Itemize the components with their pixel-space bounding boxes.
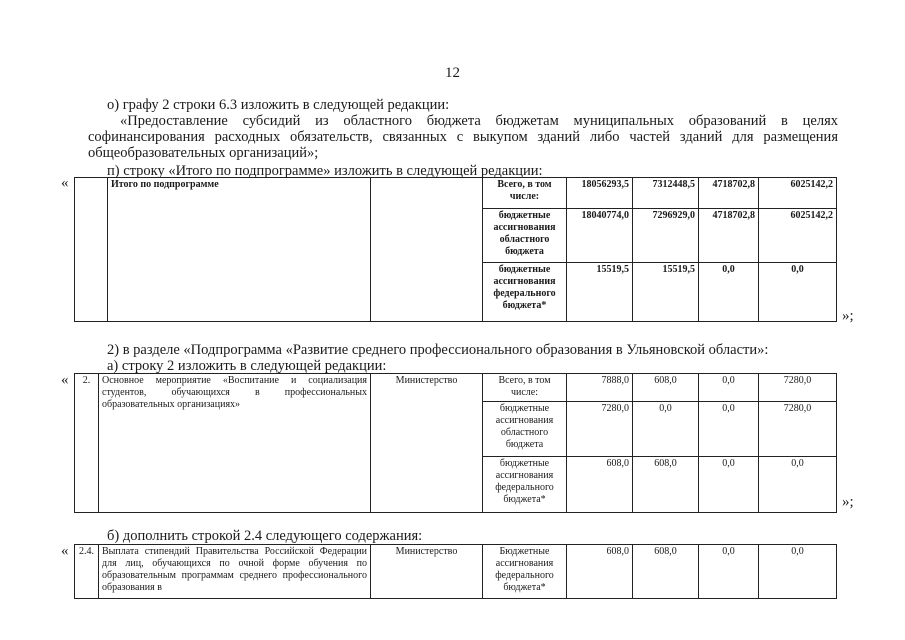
executor-cell (371, 178, 483, 322)
value-cell: 0,0 (699, 402, 759, 457)
open-quote: « (61, 543, 69, 559)
paragraph-2a: а) строку 2 изложить в следующей редакции: (107, 358, 387, 374)
value-cell: 0,0 (759, 457, 837, 513)
table-row-2 (74, 373, 837, 513)
value-cell: 7280,0 (567, 402, 633, 457)
value-cell: 0,0 (699, 545, 759, 599)
executor-cell: Министерство (371, 374, 483, 513)
table-subprogram-total (74, 177, 837, 322)
value-cell: 608,0 (633, 374, 699, 402)
value-cell: 18056293,5 (567, 178, 633, 209)
row-label: Всего, в том числе: (483, 178, 567, 209)
quote-line-3: общеобразовательных организаций»; (88, 145, 319, 161)
value-cell: 608,0 (633, 545, 699, 599)
paragraph-o: о) графу 2 строки 6.3 изложить в следующей редакции: (107, 97, 450, 113)
value-cell: 0,0 (699, 374, 759, 402)
value-cell: 7280,0 (759, 374, 837, 402)
value-cell: 7280,0 (759, 402, 837, 457)
name-cell: Основное мероприятие «Воспитание и социализация студентов, обучающихся в профессиональных образовательных организациях» (99, 374, 371, 513)
value-cell: 15519,5 (633, 263, 699, 322)
value-cell: 608,0 (567, 457, 633, 513)
row-label: бюджетные ассигнования федерального бюджета* (483, 457, 567, 513)
open-quote: « (61, 372, 69, 388)
open-quote: « (61, 175, 69, 191)
num-cell (75, 178, 108, 322)
name-cell: Итого по подпрограмме (108, 178, 371, 322)
value-cell: 7312448,5 (633, 178, 699, 209)
value-cell: 4718702,8 (699, 209, 759, 263)
value-cell: 608,0 (567, 545, 633, 599)
row-label: Всего, в том числе: (483, 374, 567, 402)
value-cell: 0,0 (759, 263, 837, 322)
value-cell: 0,0 (759, 545, 837, 599)
value-cell: 7296929,0 (633, 209, 699, 263)
quote-line-2: софинансирования расходных обязательств, связанных с выкупом зданий либо частей зданий для размещения (88, 129, 838, 145)
value-cell: 0,0 (699, 263, 759, 322)
quote-line-1: «Предоставление субсидий из областного бюджета бюджетам муниципальных образований в целях (120, 113, 838, 129)
value-cell: 15519,5 (567, 263, 633, 322)
name-cell: Выплата стипендий Правительства Российской Федерации для лиц, обучающихся по очной форме обучения по образовательным программам среднего профессионального образования в (99, 545, 371, 599)
paragraph-p: п) строку «Итого по подпрограмме» изложить в следующей редакции: (107, 163, 543, 179)
paragraph-2: 2) в разделе «Подпрограмма «Развитие среднего профессионального образования в Ульяновской области»: (107, 342, 769, 358)
value-cell: 6025142,2 (759, 178, 837, 209)
executor-cell: Министерство (371, 545, 483, 599)
page-number: 12 (445, 65, 460, 81)
value-cell: 6025142,2 (759, 209, 837, 263)
row-label: бюджетные ассигнования областного бюджета (483, 402, 567, 457)
value-cell: 608,0 (633, 457, 699, 513)
num-cell: 2. (75, 374, 99, 513)
value-cell: 18040774,0 (567, 209, 633, 263)
close-quote: »; (842, 494, 854, 510)
table-row-2-4 (74, 544, 837, 599)
row-label: бюджетные ассигнования областного бюджета (483, 209, 567, 263)
value-cell: 0,0 (699, 457, 759, 513)
value-cell: 0,0 (633, 402, 699, 457)
paragraph-2b: б) дополнить строкой 2.4 следующего содержания: (107, 528, 423, 544)
row-label: бюджетные ассигнования федерального бюджета* (483, 263, 567, 322)
value-cell: 7888,0 (567, 374, 633, 402)
num-cell: 2.4. (75, 545, 99, 599)
row-label: Бюджетные ассигнования федерального бюджета* (483, 545, 567, 599)
value-cell: 4718702,8 (699, 178, 759, 209)
close-quote: »; (842, 308, 854, 324)
